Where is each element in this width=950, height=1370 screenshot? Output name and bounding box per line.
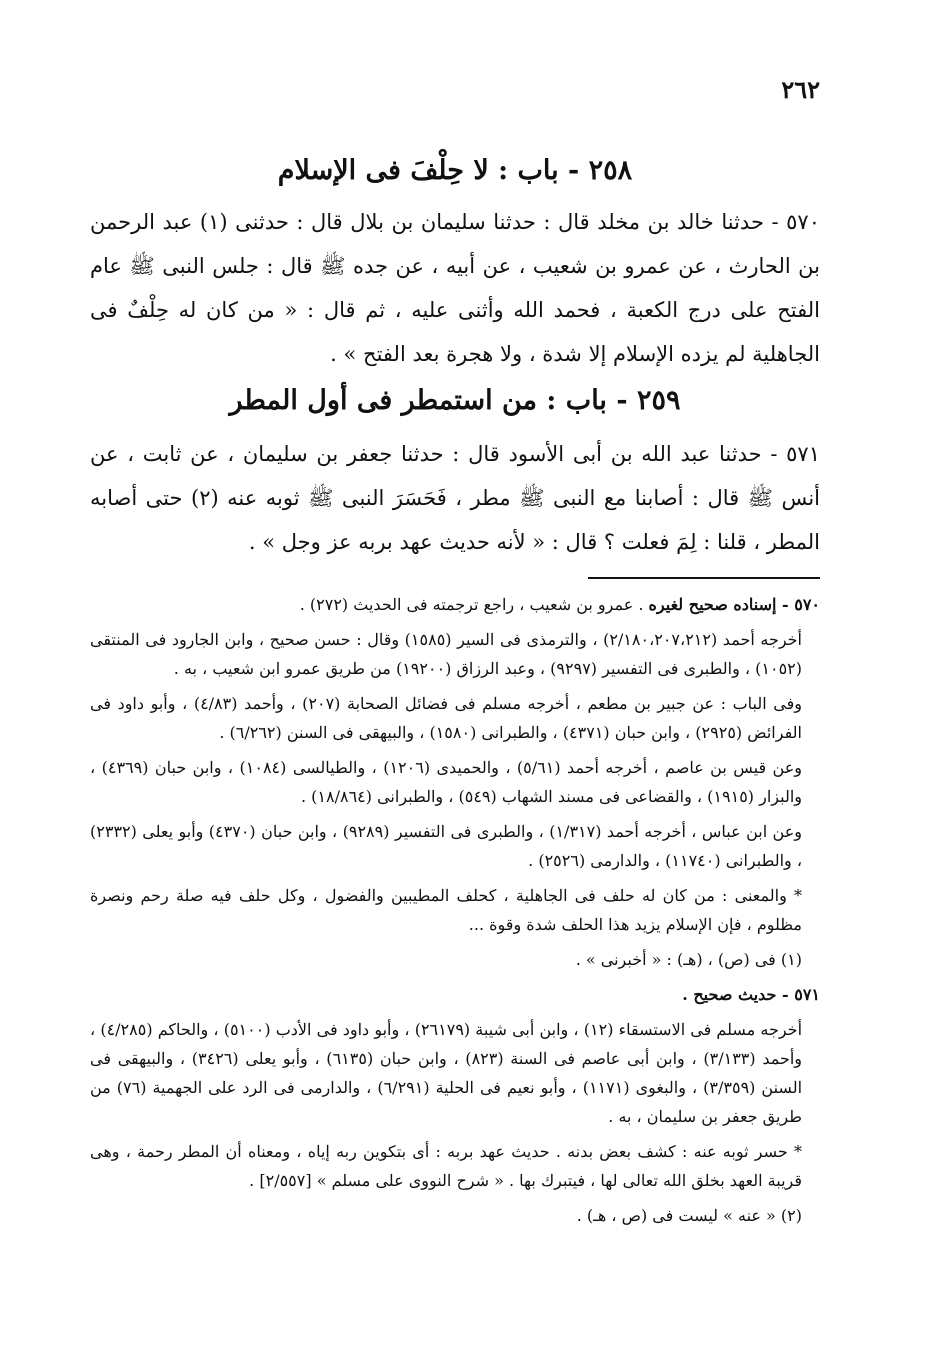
note-570-meaning: * والمعنى : من كان له حلف فى الجاهلية ، كحلف المطيبين والفضول ، وكل حلف فيه صلة رحم ونصرة مظلوم ، فإن الإسلام يزيد هذا الحلف شدة وقوة ...	[90, 886, 802, 934]
note-571-takhrij: أخرجه مسلم فى الاستسقاء (١٢) ، وابن أبى شيبة (٢٦١٧٩) ، وأبو داود فى الأدب (٥١٠٠) ، والحاكم (٤/٢٨٥) ، وأحمد (٣/١٣٣) ، وابن أبى عاصم فى السنة (٨٢٣) ، وابن حبان (٦١٣٥) ، وأبو يعلى (٣٤٢٦) ، والبيهقى فى السنن (٣/٣٥٩) ، والبغوى (١١٧١) ، وأبو نعيم فى الحلية (٦/٢٩١) ، والدارمى فى الرد على الجهمية (٧٦) من طريق جعفر بن سليمان ، به .	[90, 1020, 803, 1126]
chapter-title-259: ٢٥٩ - باب : من استمطر فى أول المطر	[229, 385, 681, 416]
note-570-takhrij: أخرجه أحمد (٢/١٨٠،٢٠٧،٢١٢) ، والترمذى فى السير (١٥٨٥) وقال : حسن صحيح ، وابن الجارود فى المنتقى (١٠٥٢) ، والطبرى فى التفسير (٩٢٩٧) ، وعبد الرزاق (١٩٢٠٠) من طريق عمرو ابن شعيب ، به .	[90, 630, 803, 678]
note-570-ibn-abbas: وعن ابن عباس ، أخرجه أحمد (١/٣١٧) ، والطبرى فى التفسير (٩٢٨٩) ، وابن حبان (٤٣٧٠) وأبو يعلى (٢٣٣٢) ، والطبرانى (١١٧٤٠) ، والدارمى (٢٥٢٦) .	[90, 822, 803, 870]
footnote-2: (٢) « عنه » ليست فى (ص ، هـ) .	[576, 1206, 802, 1225]
note-570-grade-lead: ٥٧٠ - إسناده صحيح لغيره	[648, 595, 820, 614]
note-571-grade: ٥٧١ - حديث صحيح .	[682, 985, 820, 1004]
note-570-grade	[90, 590, 820, 619]
note-570-bab: وفى الباب : عن جبير بن مطعم ، أخرجه مسلم فى فضائل الصحابة (٢٠٧) ، وأحمد (٤/٨٣) ، وأبو داود فى الفرائض (٢٩٢٥) ، وابن حبان (٤٣٧١) ، والطبرانى (١٥٨٠) ، والبيهقى فى السنن (٦/٢٦٢) .	[90, 694, 803, 742]
footnote-1: (١) فى (ص) ، (هـ) : « أخبرنى » .	[575, 950, 802, 969]
hadith-570: ٥٧٠ - حدثنا خالد بن مخلد قال : حدثنا سليمان بن بلال قال : حدثنى (١) عبد الرحمن بن الحارث ، عن عمرو بن شعيب ، عن أبيه ، عن جده ﷺ قال : جلس النبى ﷺ عام الفتح على درج الكعبة ، فحمد الله وأثنى عليه ، ثم قال : « من كان له حِلْفٌ فى الجاهلية لم يزده الإسلام إلا شدة ، ولا هجرة بعد الفتح » .	[90, 210, 820, 366]
page-number: ٢٦٢	[781, 75, 820, 104]
footnote-divider	[588, 577, 820, 579]
note-570-grade-rest: . عمرو بن شعيب ، راجع ترجمته فى الحديث (٢٧٢) .	[299, 595, 644, 614]
hadith-571: ٥٧١ - حدثنا عبد الله بن أبى الأسود قال : حدثنا جعفر بن سليمان ، عن ثابت ، عن أنس ﷺ قال : أصابنا مع النبى ﷺ مطر ، فَحَسَرَ النبى ﷺ ثوبه عنه (٢) حتى أصابه المطر ، قلنا : لِمَ فعلت ؟ قال : « لأنه حديث عهد بربه عز وجل » .	[90, 442, 820, 554]
footnotes	[90, 590, 820, 1236]
note-570-qays: وعن قيس بن عاصم ، أخرجه أحمد (٥/٦١) ، والحميدى (١٢٠٦) ، والطيالسى (١٠٨٤) ، وابن حبان (٤٣٦٩) ، والبزار (١٩١٥) ، والقضاعى فى مسند الشهاب (٥٤٩) ، والطبرانى (١٨/٨٦٤) .	[90, 758, 803, 806]
chapter-title-258: ٢٥٨ - باب : لا حِلْفَ فى الإسلام	[277, 155, 633, 186]
note-571-meaning: * حسر ثوبه عنه : كشف بعض بدنه . حديث عهد بربه : أى بتكوين ربه إياه ، ومعناه أن المطر رحمة ، وهى قريبة العهد بخلق الله تعالى لها ، فيتبرك بها . « شرح النووى على مسلم » [٢/٥٥٧] .	[90, 1142, 802, 1190]
